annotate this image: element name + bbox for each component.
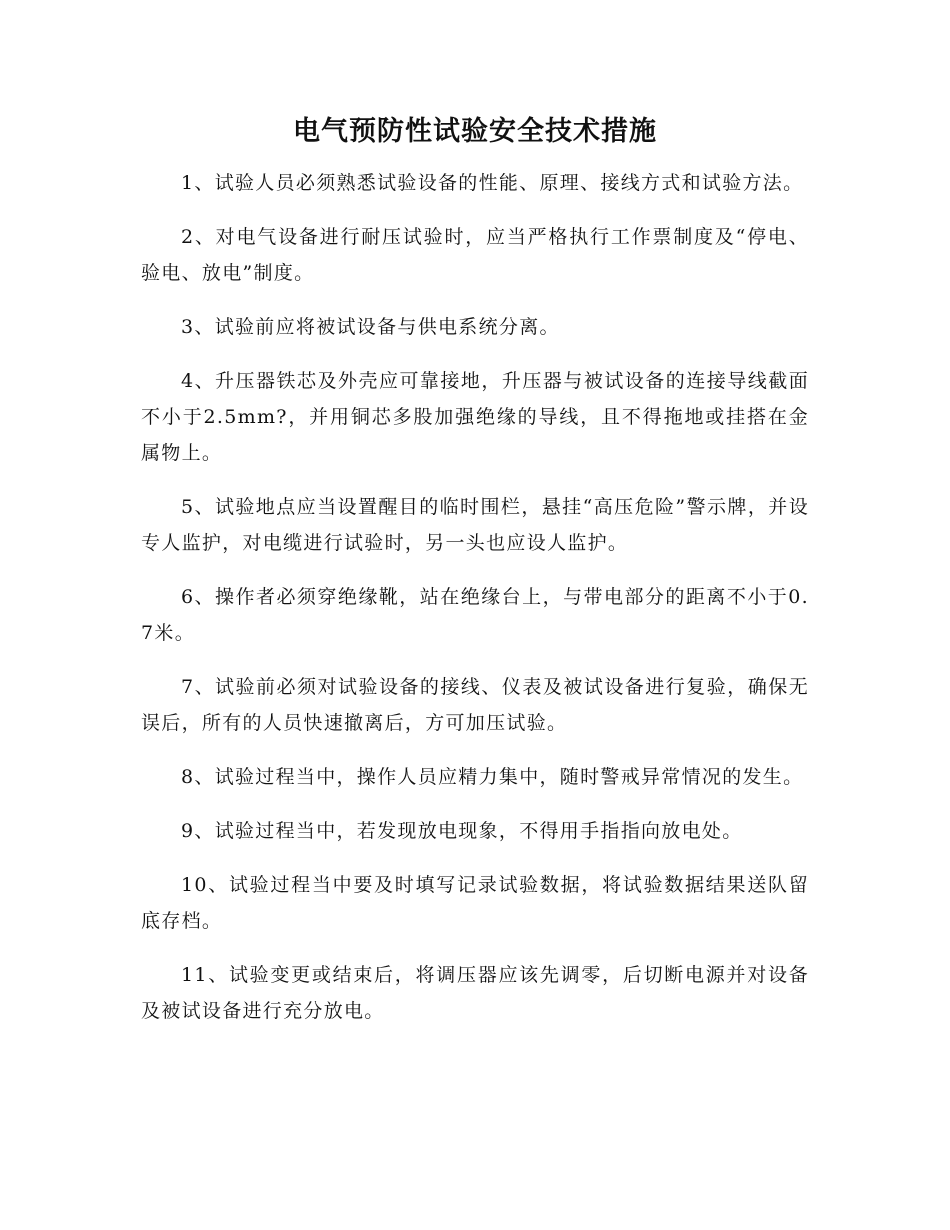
paragraph-9: 9、试验过程当中，若发现放电现象，不得用手指指向放电处。 [181,820,743,842]
paragraph-3: 3、试验前应将被试设备与供电系统分离。 [181,316,560,338]
paragraph-5: 5、试验地点应当设置醒目的临时围栏，悬挂“高压危险”警示牌，并设专人监护，对电缆进行试验时，另一头也应设人监护。 [141,496,809,554]
paragraph-11: 11、试验变更或结束后，将调压器应该先调零，后切断电源并对设备及被试设备进行充分放电。 [141,964,809,1022]
document-title: 电气预防性试验安全技术措施 [293,116,657,147]
paragraph-1: 1、试验人员必须熟悉试验设备的性能、原理、接线方式和试验方法。 [181,172,804,194]
paragraph-7: 7、试验前必须对试验设备的接线、仪表及被试设备进行复验，确保无误后，所有的人员快速撤离后，方可加压试验。 [141,676,809,734]
paragraph-2: 2、对电气设备进行耐压试验时，应当严格执行工作票制度及“停电、验电、放电”制度。 [141,226,809,284]
paragraph-4: 4、升压器铁芯及外壳应可靠接地，升压器与被试设备的连接导线截面不小于2.5mm?，并用铜芯多股加强绝缘的导线，且不得拖地或挂搭在金属物上。 [141,370,809,464]
document-body [141,165,809,1047]
paragraph-6: 6、操作者必须穿绝缘靴，站在绝缘台上，与带电部分的距离不小于0.7米。 [141,586,809,644]
paragraph-8: 8、试验过程当中，操作人员应精力集中，随时警戒异常情况的发生。 [181,766,804,788]
paragraph-10: 10、试验过程当中要及时填写记录试验数据，将试验数据结果送队留底存档。 [141,874,809,932]
